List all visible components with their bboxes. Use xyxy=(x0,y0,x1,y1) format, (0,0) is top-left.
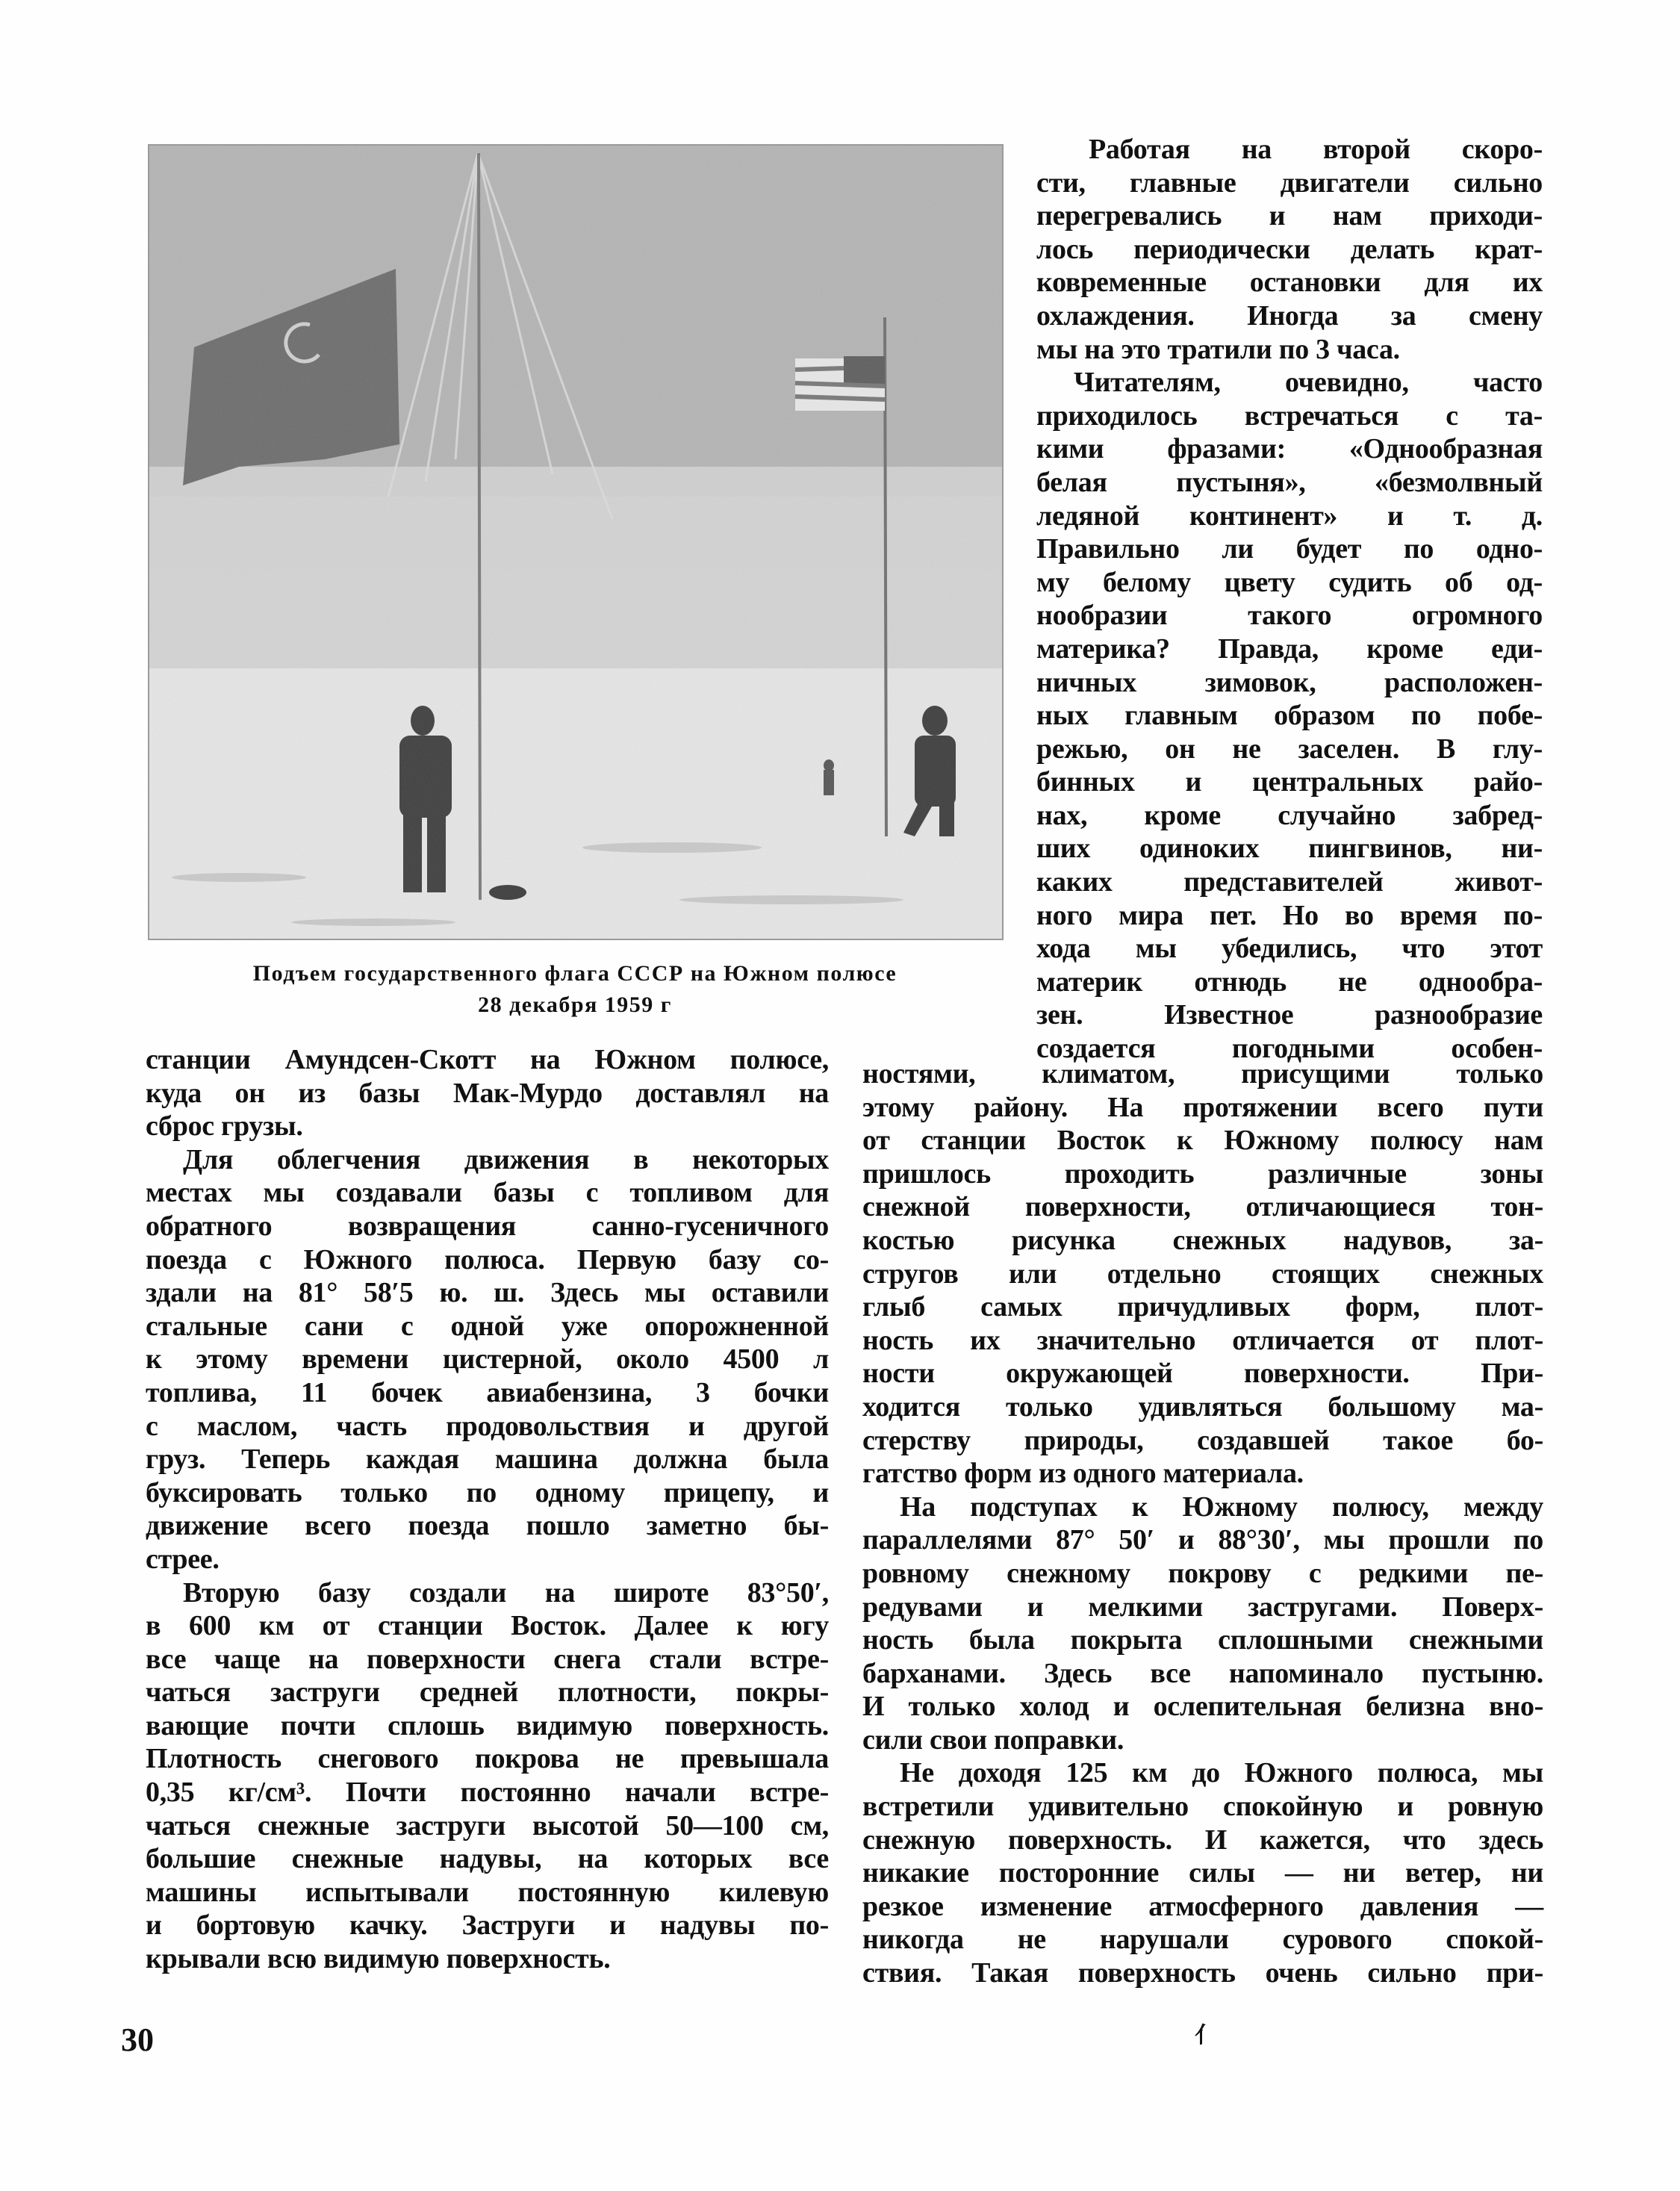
text-line: материка? Правда, кроме еди- xyxy=(1036,633,1543,665)
text-line: ных главным образом по побе- xyxy=(1036,700,1543,732)
text-line: этому району. На протяжении всего пути xyxy=(862,1091,1543,1123)
text-line: станции Амундсен-Скотт на Южном полюсе, xyxy=(146,1044,829,1075)
text-line: На подступах к Южному полюсу, между xyxy=(900,1491,1543,1523)
text-line: поезда с Южного полюса. Первую базу со- xyxy=(146,1243,829,1275)
text-line: параллелями 87° 50′ и 88°30′, мы прошли по xyxy=(862,1524,1543,1556)
text-line: топлива, 11 бочек авиабензина, 3 бочки xyxy=(146,1376,829,1408)
text-line: глыб самых причудливых форм, плот- xyxy=(862,1291,1543,1323)
text-line: И только холод и ослепительная белизна вно- xyxy=(862,1691,1543,1723)
text-line: барханами. Здесь все напоминало пустыню. xyxy=(862,1657,1543,1689)
text-line: му белому цвету судить об од- xyxy=(1036,566,1543,598)
text-line: Правильно ли будет по одно- xyxy=(1036,533,1543,565)
text-line: 0,35 кг/см³. Почти постоянно начали встре- xyxy=(146,1777,829,1809)
text-line: снежную поверхность. И кажется, что здесь xyxy=(862,1824,1543,1856)
text-line: буксировать только по одному прицепу, и xyxy=(146,1476,829,1508)
text-line: ностями, климатом, присущими только xyxy=(862,1058,1543,1090)
text-line: все чаще на поверхности снега стали встре- xyxy=(146,1643,829,1675)
text-line: вающие почти сплошь видимую поверхность. xyxy=(146,1709,829,1741)
text-line: режью, он не заселен. В глу- xyxy=(1036,733,1543,765)
text-line: ности окружающей поверхности. При- xyxy=(862,1358,1543,1390)
text-line: каких представителей живот- xyxy=(1036,866,1543,898)
text-line: ровному снежному покрову с редкими пе- xyxy=(862,1557,1543,1589)
text-line: груз. Теперь каждая машина должна была xyxy=(146,1443,829,1476)
photo-scene xyxy=(149,146,1002,939)
text-line: к этому времени цистерной, около 4500 л xyxy=(146,1343,829,1376)
text-line: кими фразами: «Однообразная xyxy=(1036,433,1543,465)
text-line: стругов или отдельно стоящих снежных xyxy=(862,1258,1543,1290)
text-line: охлаждения. Иногда за смену xyxy=(1036,299,1543,332)
text-line: костью рисунка снежных надувов, за- xyxy=(862,1224,1543,1256)
text-line: куда он из базы Мак-Мурдо доставлял на xyxy=(146,1077,829,1109)
text-line: ничных зимовок, расположен- xyxy=(1036,666,1543,698)
text-line: нообразии такого огромного xyxy=(1036,600,1543,632)
text-line: большие снежные надувы, на которых все xyxy=(146,1843,829,1875)
text-line: белая пустыня», «безмолвный xyxy=(1036,466,1543,498)
text-line: Для облегчения движения в некоторых xyxy=(183,1143,829,1175)
text-line: бинных и центральных райо- xyxy=(1036,766,1543,798)
text-line: ствия. Такая поверхность очень сильно при- xyxy=(862,1957,1543,1989)
text-line: в 600 км от станции Восток. Далее к югу xyxy=(146,1610,829,1642)
text-line: нах, кроме случайно забред- xyxy=(1036,799,1543,831)
text-column-right-top xyxy=(1036,133,1543,1066)
text-line: стерству природы, создавшей такое бо- xyxy=(862,1424,1543,1456)
text-line: пришлось проходить различные зоны xyxy=(862,1157,1543,1190)
text-column-right-bottom xyxy=(862,1057,1543,1990)
text-line: Вторую базу создали на широте 83°50′, xyxy=(183,1576,829,1609)
text-line: лось периодически делать крат- xyxy=(1036,233,1543,265)
text-line: ходится только удивляться большому ма- xyxy=(862,1390,1543,1423)
text-line: приходилось встречаться с та- xyxy=(1036,400,1543,432)
text-line: машины испытывали постоянную килевую xyxy=(146,1876,829,1908)
photo-flag-raising-south-pole xyxy=(148,144,1004,940)
text-line: чаться снежные заструги высотой 50—100 см, xyxy=(146,1809,829,1842)
text-line: Плотность снегового покрова не превышала xyxy=(146,1743,829,1775)
page-number: 30 xyxy=(121,2021,154,2058)
text-line: ших одиноких пингвинов, ни- xyxy=(1036,833,1543,865)
text-line: ность была покрыта сплошными снежными xyxy=(862,1624,1543,1656)
text-line: Не доходя 125 км до Южного полюса, мы xyxy=(900,1757,1543,1789)
printer-mark-icon: ⺅ xyxy=(1195,2023,1217,2048)
text-line: материк отнюдь не однообра- xyxy=(1036,966,1543,998)
photo-caption-date: 28 декабря 1959 г xyxy=(478,992,672,1017)
text-line: чаться заструги средней плотности, покры- xyxy=(146,1676,829,1709)
text-line: редувами и мелкими застругами. Поверх- xyxy=(862,1591,1543,1623)
text-line: никакие посторонние силы — ни ветер, ни xyxy=(862,1857,1543,1889)
text-line: зен. Известное разнообразие xyxy=(1036,999,1543,1031)
text-line: никогда не нарушали сурового спокой- xyxy=(862,1924,1543,1956)
text-line: Работая на второй скоро- xyxy=(1089,134,1543,165)
text-line: здали на 81° 58′5 ю. ш. Здесь мы оставили xyxy=(146,1277,829,1309)
text-line: крывали всю видимую поверхность. xyxy=(146,1943,611,1975)
text-line: хода мы убедились, что этот xyxy=(1036,933,1543,965)
text-line: ность их значительно отличается от плот- xyxy=(862,1324,1543,1356)
text-line: создается погодными особен- xyxy=(1036,1033,1543,1065)
text-line: стрее. xyxy=(146,1543,220,1575)
text-line: гатство форм из одного материала. xyxy=(862,1458,1304,1490)
text-line: мы на это тратили по 3 часа. xyxy=(1036,333,1400,365)
text-line: перегревались и нам приходи- xyxy=(1036,200,1543,232)
text-line: сти, главные двигатели сильно xyxy=(1036,167,1543,199)
text-line: местах мы создавали базы с топливом для xyxy=(146,1177,829,1209)
text-line: резкое изменение атмосферного давления — xyxy=(862,1890,1543,1922)
text-line: обратного возвращения санно-гусеничного xyxy=(146,1210,829,1242)
text-line: стальные сани с одной уже опорожненной xyxy=(146,1310,829,1342)
text-line: и бортовую качку. Заструги и надувы по- xyxy=(146,1909,829,1942)
text-line: ледяной континент» и т. д. xyxy=(1036,500,1543,532)
text-line: сили свои поправки. xyxy=(862,1724,1124,1756)
text-line: снежной поверхности, отличающиеся тон- xyxy=(862,1191,1543,1223)
text-line: от станции Восток к Южному полюсу нам xyxy=(862,1125,1543,1157)
text-line: движение всего поезда пошло заметно бы- xyxy=(146,1510,829,1542)
text-column-left-bottom xyxy=(146,1043,829,1976)
text-line: ковременные остановки для их xyxy=(1036,267,1543,299)
text-line: сброс грузы. xyxy=(146,1110,303,1143)
text-line: с маслом, часть продовольствия и другой xyxy=(146,1410,829,1442)
text-line: ного мира пет. Но во время по- xyxy=(1036,899,1543,931)
text-line: Читателям, очевидно, часто xyxy=(1074,367,1543,399)
text-line: встретили удивительно спокойную и ровную xyxy=(862,1791,1543,1823)
photo-caption: Подъем государственного флага СССР на Южном полюсе xyxy=(252,961,897,986)
